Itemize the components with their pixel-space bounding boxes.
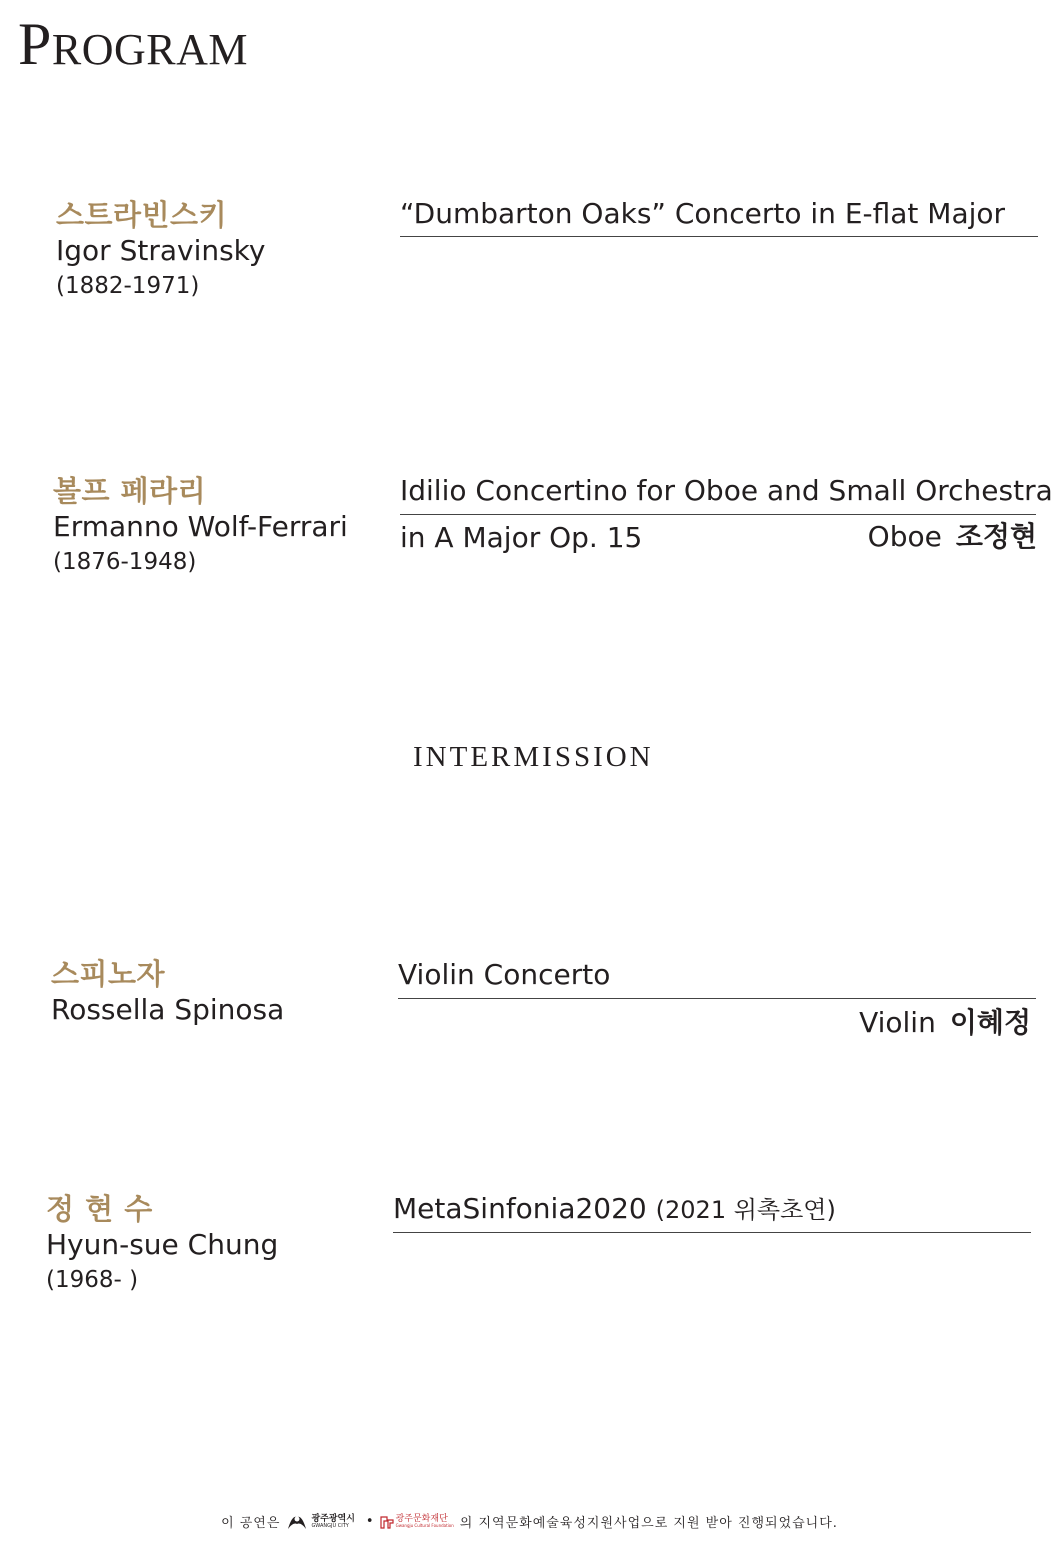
composer-years: (1968- )	[46, 1267, 139, 1293]
composer-name-ko: 정 현 수	[46, 1192, 153, 1226]
page-title	[18, 11, 249, 77]
logo-foundation-en: Gwangju Cultural Foundation	[395, 1523, 454, 1528]
gwangju-city-logo	[286, 1513, 354, 1531]
foundation-mark-icon	[380, 1515, 394, 1529]
intermission-label: INTERMISSION	[413, 741, 654, 773]
logo-city-ko: 광주광역시	[311, 1513, 355, 1524]
work-title	[393, 1191, 836, 1228]
performer-credit	[868, 519, 1037, 555]
composer-name-en: Igor Stravinsky	[56, 234, 266, 267]
work-divider	[400, 236, 1038, 237]
composer-name-en: Rossella Spinosa	[51, 993, 285, 1026]
work-title: Idilio Concertino for Oboe and Small Orchestra	[400, 474, 1053, 507]
work-note: (2021 위촉초연)	[655, 1196, 836, 1224]
title-rest: ROGRAM	[51, 25, 249, 74]
composer-name-en: Ermanno Wolf-Ferrari	[53, 510, 348, 543]
work-divider	[398, 998, 1036, 999]
composer-years: (1882-1971)	[56, 273, 200, 299]
performer-name: 조정현	[955, 520, 1037, 553]
work-title-line2: in A Major Op. 15	[400, 521, 643, 554]
sponsor-footer	[0, 1512, 1059, 1531]
footer-suffix: 의 지역문화예술육성지원사업으로 지원 받아 진행되었습니다.	[459, 1516, 838, 1531]
composer-block-wolf-ferrari	[53, 473, 348, 579]
composer-name-ko: 볼프 페라리	[53, 474, 207, 508]
instrument-label: Oboe	[867, 520, 942, 553]
footer-separator: •	[365, 1514, 375, 1529]
footer-prefix: 이 공연은	[221, 1516, 281, 1531]
logo-city-en: GWANGJU CITY	[311, 1522, 349, 1529]
performer-credit	[859, 1005, 1031, 1041]
title-initial: P	[18, 11, 52, 77]
instrument-label: Violin	[859, 1006, 936, 1039]
work-divider	[400, 514, 1036, 515]
work-divider	[393, 1232, 1031, 1233]
logo-foundation-ko: 광주문화재단	[395, 1514, 448, 1524]
composer-name-ko: 스트라빈스키	[56, 198, 228, 232]
composer-block-chung	[46, 1191, 278, 1297]
gwangju-city-emblem-icon	[286, 1513, 308, 1531]
work-title: Violin Concerto	[398, 958, 611, 991]
work-title-text: MetaSinfonia2020	[393, 1192, 647, 1225]
gwangju-foundation-logo	[380, 1515, 454, 1529]
composer-name-ko: 스피노자	[51, 957, 166, 991]
composer-block-stravinsky	[56, 197, 265, 303]
work-title: “Dumbarton Oaks” Concerto in E-flat Major	[400, 197, 1006, 230]
composer-block-spinosa	[51, 956, 284, 1028]
composer-name-en: Hyun-sue Chung	[46, 1228, 279, 1261]
performer-name: 이혜정	[949, 1006, 1031, 1039]
composer-years: (1876-1948)	[53, 549, 197, 575]
